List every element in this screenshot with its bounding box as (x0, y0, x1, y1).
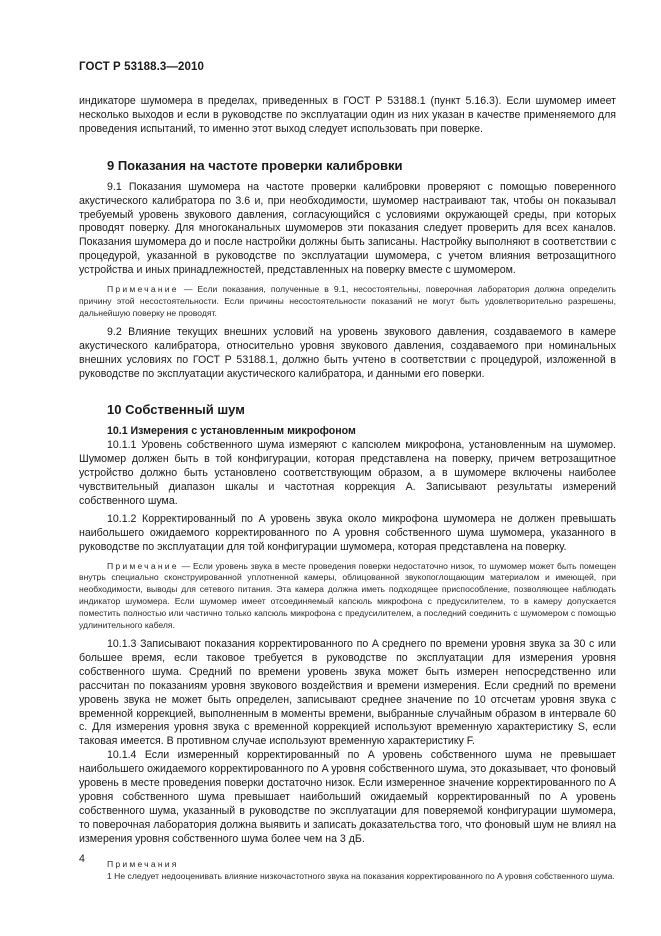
section-9-heading: 9 Показания на частоте проверки калибровки (107, 157, 403, 173)
note-10-1-2 (79, 561, 616, 632)
note-label: Примечание (107, 284, 179, 295)
paragraph-continuation: индикаторе шумомера в пределах, приведенных в ГОСТ Р 53188.1 (пункт 5.16.3). Если шумомер имеет несколько выходов и если в руководстве по эксплуатации один из них указан в качестве применяемого для проведения испытаний, то именно этот выход следует использовать при поверке. (79, 95, 616, 135)
clause-9-2: 9.2 Влияние текущих внешних условий на уровень звукового давления, создаваемого в камере акустического калибратора, относительно уровня звукового давления, создаваемого при номинальных внешних условиях по ГОСТ Р 53188.1, должно быть учтено в соответствии с процедурой, изложенной в руководстве по эксплуатации акустического калибратора, и данными его поверки. (79, 325, 616, 380)
clause-10-1-1: 10.1.1 Уровень собственного шума измеряют с капсюлем микрофона, установленным на шумомер. Шумомер должен быть в той конфигурации, которая представлена на поверку, причем ветрозащитное устройство должно быть установлено соответствующим образом, а в шумомере включены наиболее чувствительный диапазон шкалы и частотная коррекция A. Записывают результаты измерений собственного шума. (79, 439, 616, 507)
standard-code: ГОСТ Р 53188.3—2010 (79, 61, 204, 73)
clause-10-1-2: 10.1.2 Корректированный по A уровень звука около микрофона шумомера не должен превышать наибольшего ожидаемого корректированного по A уровня собственного шума шумомера, указанного в руководстве по эксплуатации для той конфигурации шумомера, которая представлена на поверку. (79, 512, 616, 553)
note-label: Примечание (107, 560, 179, 571)
clause-9-1: 9.1 Показания шумомера на частоте проверки калибровки проверяют с помощью поверенного акустического калибратора по 3.6 и, при необходимости, шумомер настраивают так, чтобы он показывал требуемый уровень звукового давления, согласующийся с условиями окружающей среды, при которых проводят поверку. Для многоканальных шумомеров эти показания следует проверить для всех каналов. Показания шумомера до и после настройки должны быть записаны. Настройку выполняют в соответствии с процедурой, указанной в руководстве по эксплуатации шумомера, с учетом влияния ветрозащитного устройства и иных принадлежностей, представленных на поверку вместе с шумомером. (79, 180, 616, 277)
notes-heading (79, 859, 616, 871)
clause-10-1-4: 10.1.4 Если измеренный корректированный по A уровень собственного шума не превышает наибольшего ожидаемого корректированного по A уровня собственного шума, это доказывает, что фоновый уровень в месте проведения поверки достаточно низок. Если измеренное значение корректированного по A уровня собственного шума превышает наибольший ожидаемый корректированный по A уровень собственного шума, указанный в руководстве по эксплуатации для поверяемой конфигурации шумомера, то поверочная лаборатория должна выявить и записать доказательства того, что фоновый шум не влиял на измерения уровня собственного шума более чем на 3 дБ. (79, 749, 616, 845)
note-text: — Если уровень звука в месте проведения поверки недостаточно низок, то шумомер может быть помещен внутрь специально сконструированной уплотненной камеры, облицованной звукопоглощающим материалом и имеющей, при необходимости, выводы для сетевого питания. Эта камера должна иметь подходящее приспособление, позволяющее наблюдать индикатор шумомера. Если шумомер имеет отсоединяемый капсюль микрофона с предусилителем, то в камеру допускается поместить полностью или частично только капсюль микрофона с предусилителем, а последний соединить с шумомером с помощью удлинительного кабеля. (79, 560, 616, 631)
document-header (79, 61, 204, 73)
page-content (79, 95, 616, 882)
subsection-10-1-heading: 10.1 Измерения с установленным микрофоном (107, 425, 356, 438)
note-text: — Если показания, полученные в 9.1, несостоятельны, поверочная лаборатория должна определить причину этой несостоятельности. Если причины несостоятельности показаний не могут быть удовлетворительно разрешены, дальнейшую поверку не проводят. (79, 284, 616, 318)
note-9-1 (79, 284, 616, 320)
clause-10-1-3: 10.1.3 Записывают показания корректированного по A среднего по времени уровня звука за 30 с или большее время, если таковое требуется в руководстве по эксплуатации для измерения уровня собственного шума. Средний по времени уровень звука может быть измерен непосредственно или рассчитан по показаниям уровня звукового воздействия и времени измерения. Если средний по времени уровень звука не может быть определен, записывают среднее значение по 10 отсчетам уровня звука с временной коррекцией, выполненным в моменты времени, выбранные случайным образом в интервале 60 с. Для измерения уровня звука с временной коррекцией используют временную характеристику S, если таковая имеется. В противном случае используют временную характеристику F. (79, 638, 616, 748)
page-number: 4 (79, 853, 85, 865)
note-1: 1 Не следует недооценивать влияние низкочастотного звука на показания корректированного по A уровня собственного шума. (107, 870, 615, 881)
notes-label: Примечания (107, 858, 179, 869)
section-10-heading: 10 Собственный шум (107, 402, 245, 418)
